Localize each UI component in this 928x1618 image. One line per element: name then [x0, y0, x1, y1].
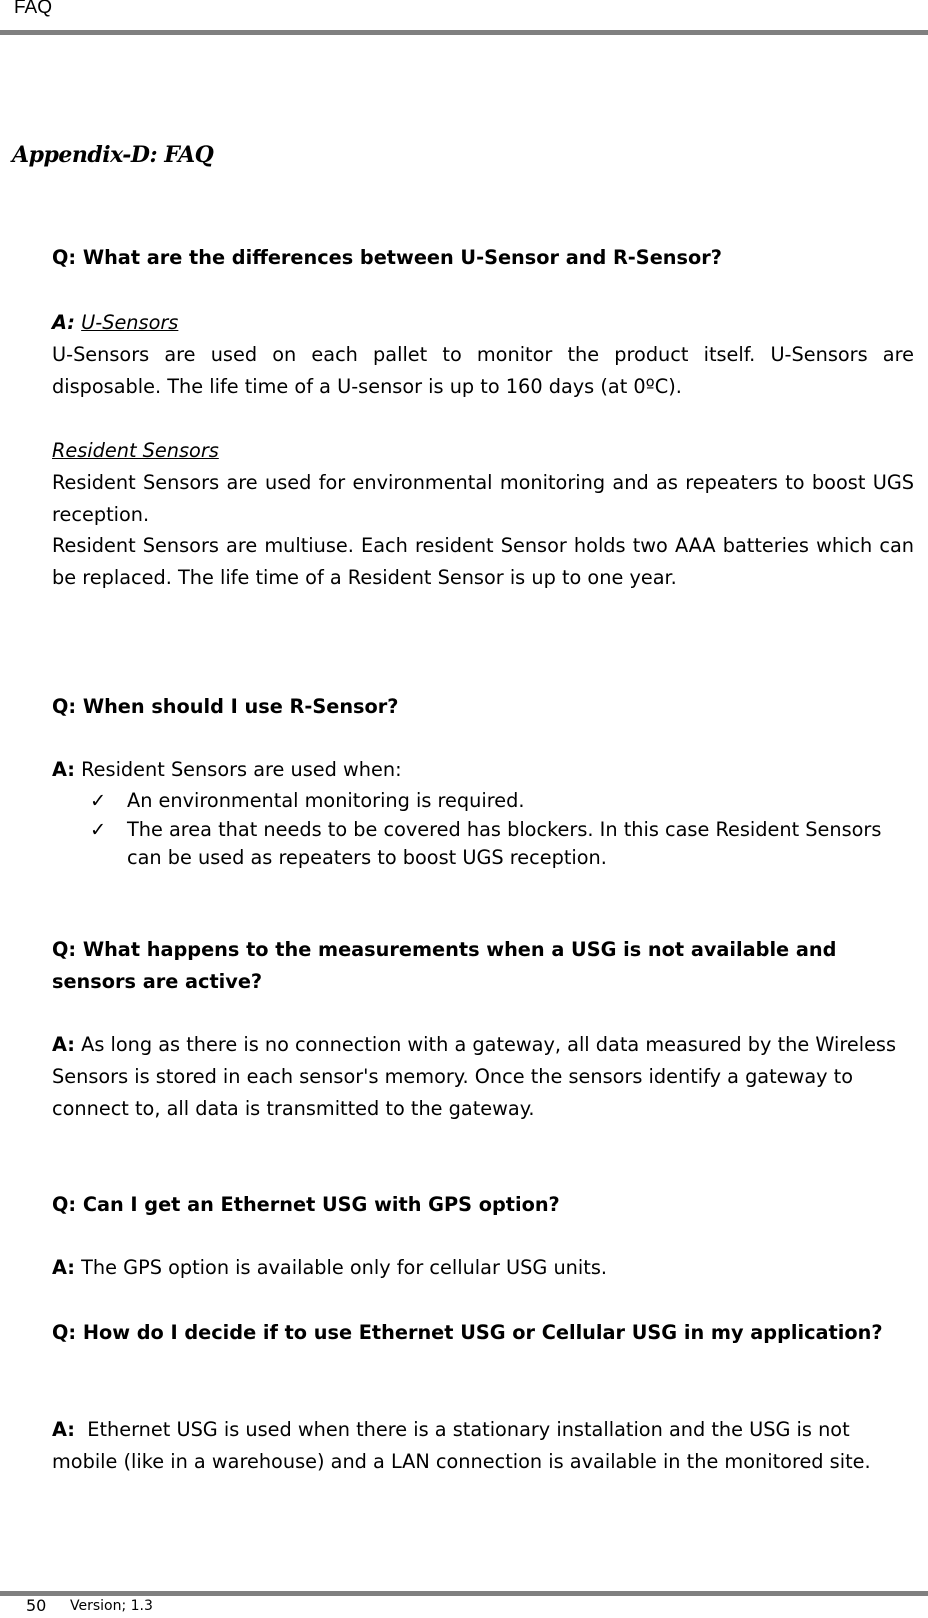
bullet-text: The area that needs to be covered has blockers. In this case Resident Sensors can be used as repeaters to boost UGS reception. [127, 818, 882, 869]
checkmark-icon: ✓ [90, 818, 107, 841]
answer-text: Ethernet USG is used when there is a stationary installation and the USG is not mobile (like in a warehouse) and a LAN connection is available in the monitored site. [52, 1418, 871, 1473]
answer-text: The GPS option is available only for cellular USG units. [81, 1256, 607, 1279]
question-3: Q: What happens to the measurements when a USG is not available and sensors are active? [52, 938, 837, 993]
answer-1-u-heading [52, 307, 914, 339]
bullet-item [90, 787, 910, 815]
answer-label: A: [52, 1256, 75, 1279]
checkmark-icon: ✓ [90, 789, 107, 812]
header-rule [0, 30, 928, 35]
bullet-text: An environmental monitoring is required. [127, 789, 525, 812]
answer-text: As long as there is no connection with a gateway, all data measured by the Wireless Sensors is stored in each sensor's memory. Once the sensors identify a gateway to connect to, all data is transmitted to the gateway. [52, 1033, 897, 1120]
answer-5 [52, 1414, 897, 1478]
page-title: Appendix-D: FAQ [12, 142, 214, 168]
question-2: Q: When should I use R-Sensor? [52, 695, 399, 718]
answer-1-r-text2: Resident Sensors are multiuse. Each resident Sensor holds two AAA batteries which can be replaced. The life time of a Resident Sensor is up to one year. [52, 534, 914, 589]
question-4: Q: Can I get an Ethernet USG with GPS option? [52, 1193, 560, 1216]
question-1: Q: What are the differences between U-Sensor and R-Sensor? [52, 246, 722, 269]
answer-4 [52, 1252, 914, 1284]
answer-1-u-text: U-Sensors are used on each pallet to monitor the product itself. U-Sensors are disposable. The life time of a U-sensor is up to 160 days (at 0ºC). [52, 343, 914, 398]
answer-label: A: [52, 758, 75, 781]
footer-rule [0, 1591, 928, 1596]
answer-2 [52, 754, 914, 786]
page-number: 50 [26, 1596, 47, 1615]
answer-1-r-text1: Resident Sensors are used for environmental monitoring and as repeaters to boost UGS reception. [52, 471, 914, 526]
resident-sensors-heading: Resident Sensors [52, 439, 219, 462]
answer-label: A: [52, 311, 75, 334]
answer-label: A: [52, 1033, 75, 1056]
running-header: FAQ [14, 0, 53, 18]
question-5: Q: How do I decide if to use Ethernet USG or Cellular USG in my application? [52, 1321, 883, 1344]
answer-text: Resident Sensors are used when: [81, 758, 402, 781]
answer-3 [52, 1029, 914, 1125]
u-sensors-heading: U-Sensors [81, 311, 179, 334]
answer-label: A: [52, 1418, 75, 1441]
version-label: Version; 1.3 [70, 1598, 153, 1614]
bullet-item [90, 816, 910, 872]
